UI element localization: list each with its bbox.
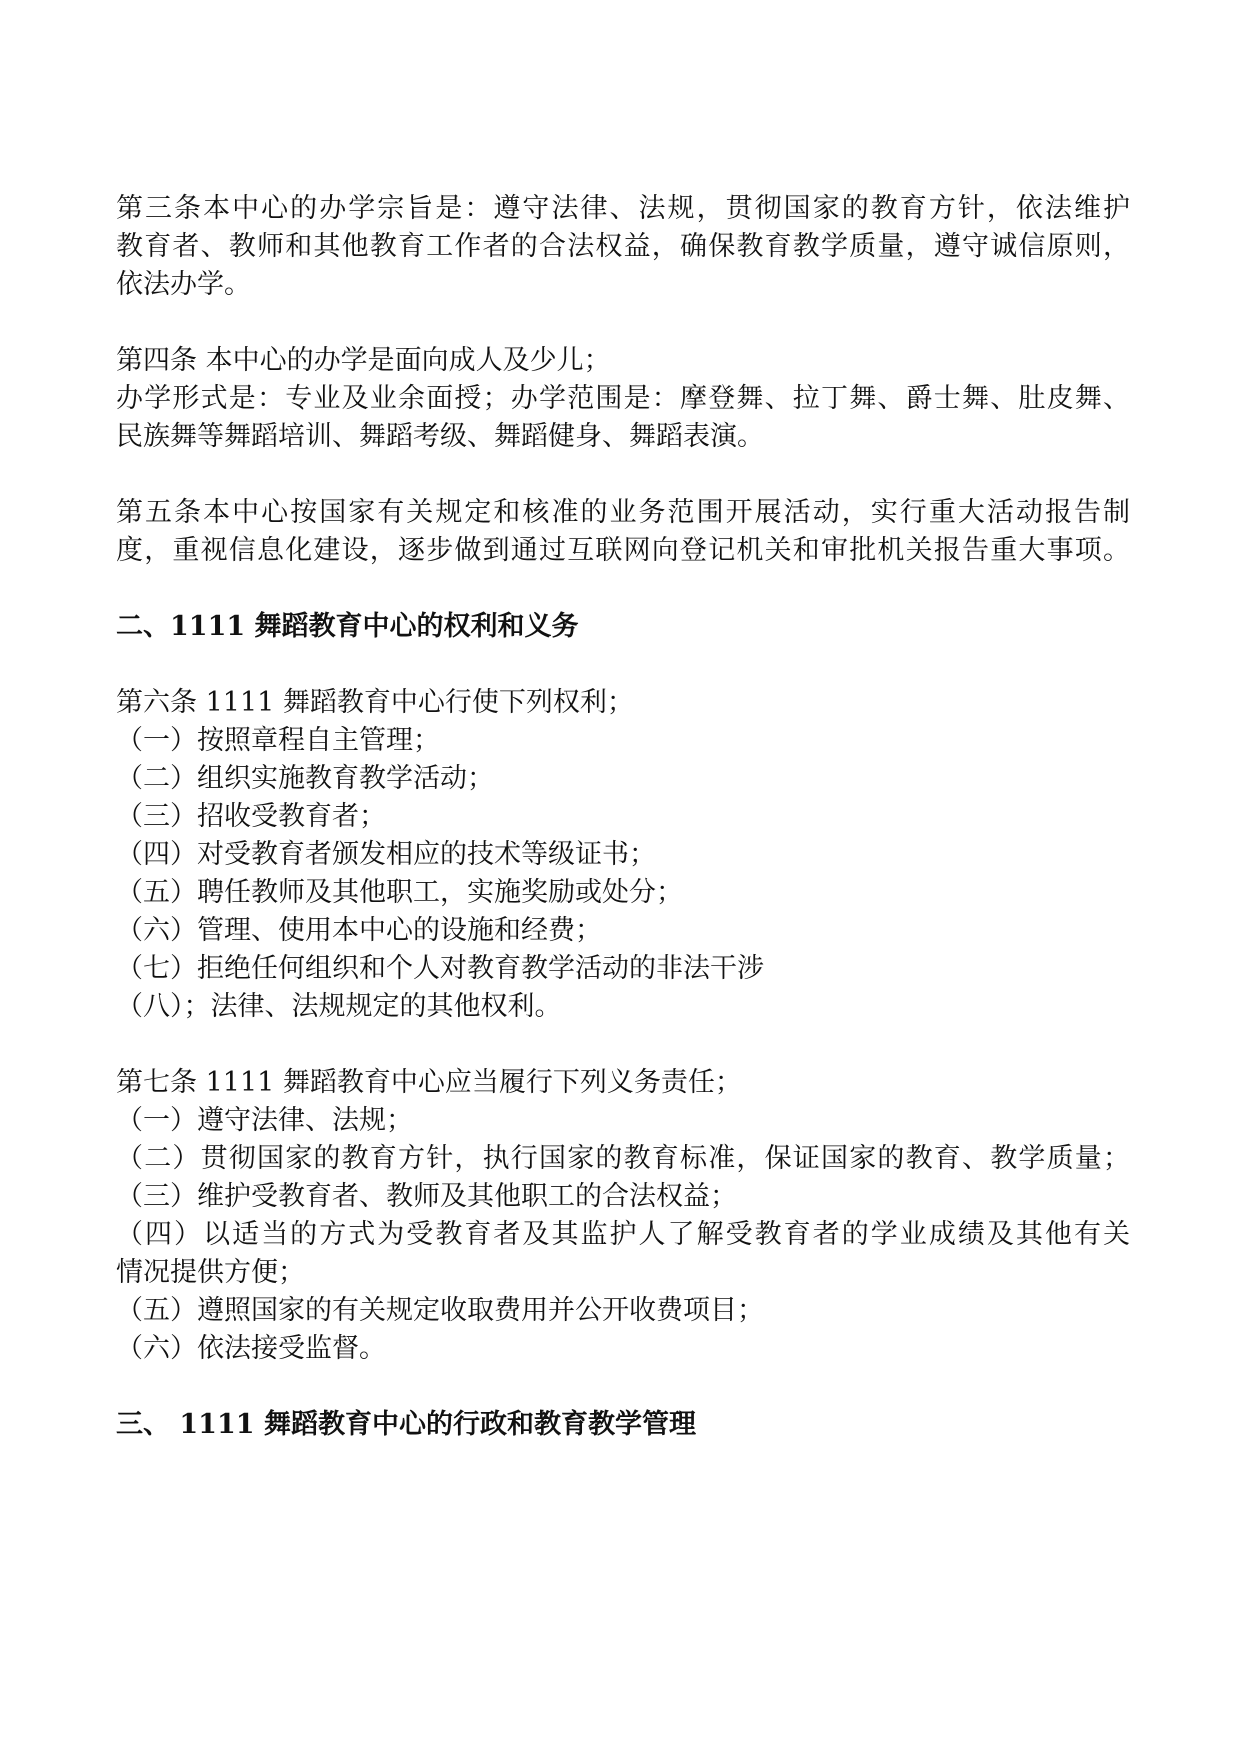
article-6-item: （五）聘任教师及其他职工，实施奖励或处分；	[116, 877, 683, 908]
article-4	[116, 342, 1130, 456]
article-7	[116, 1064, 1130, 1368]
article-7-item-2: （二）贯彻国家的教育方针，执行国家的教育标准，保证国家的教育、教学质量；	[116, 1143, 1130, 1174]
article-4-line-2: 办学形式是：专业及业余面授；办学范围是：摩登舞、拉丁舞、爵士舞、肚皮舞、	[116, 383, 1130, 414]
spacer	[116, 1026, 1130, 1064]
article-3-line-3: 依法办学。	[116, 269, 251, 300]
article-3-line-1: 第三条本中心的办学宗旨是：遵守法律、法规，贯彻国家的教育方针，依法维护	[116, 193, 1130, 224]
spacer	[116, 304, 1130, 342]
article-6-item: （六）管理、使用本中心的设施和经费；	[116, 915, 602, 946]
article-6-item: （八）；法律、法规规定的其他权利。	[116, 991, 562, 1022]
article-7-item-4-line-2: 情况提供方便；	[116, 1257, 305, 1288]
article-6-item: （二）组织实施教育教学活动；	[116, 763, 494, 794]
article-5	[116, 494, 1130, 570]
section-2-heading: 二、1111 舞蹈教育中心的权利和义务	[116, 611, 579, 642]
article-7-item-4-line-1: （四）以适当的方式为受教育者及其监护人了解受教育者的学业成绩及其他有关	[116, 1219, 1130, 1250]
article-6-intro: 第六条 1111 舞蹈教育中心行使下列权利；	[116, 687, 634, 718]
article-7-intro: 第七条 1111 舞蹈教育中心应当履行下列义务责任；	[116, 1067, 742, 1098]
article-5-line-2: 度，重视信息化建设，逐步做到通过互联网向登记机关和审批机关报告重大事项。	[116, 535, 1130, 566]
spacer	[116, 456, 1130, 494]
article-6-item: （一）按照章程自主管理；	[116, 725, 440, 756]
article-4-line-1: 第四条 本中心的办学是面向成人及少儿；	[116, 345, 611, 376]
article-3	[116, 190, 1130, 304]
section-3-heading: 三、 1111 舞蹈教育中心的行政和教育教学管理	[116, 1409, 696, 1440]
article-6-item: （七）拒绝任何组织和个人对教育教学活动的非法干涉	[116, 953, 764, 984]
article-7-item-1: （一）遵守法律、法规；	[116, 1105, 413, 1136]
article-4-line-3: 民族舞等舞蹈培训、舞蹈考级、舞蹈健身、舞蹈表演。	[116, 421, 764, 452]
spacer	[116, 646, 1130, 684]
spacer	[116, 1368, 1130, 1406]
article-7-item-6: （六）依法接受监督。	[116, 1333, 386, 1364]
article-5-line-1: 第五条本中心按国家有关规定和核准的业务范围开展活动，实行重大活动报告制	[116, 497, 1130, 528]
article-6	[116, 684, 1130, 1026]
article-7-item-3: （三）维护受教育者、教师及其他职工的合法权益；	[116, 1181, 737, 1212]
article-3-line-2: 教育者、教师和其他教育工作者的合法权益，确保教育教学质量，遵守诚信原则，	[116, 231, 1130, 262]
spacer	[116, 570, 1130, 608]
article-6-item: （四）对受教育者颁发相应的技术等级证书；	[116, 839, 656, 870]
document-page	[116, 190, 1130, 1444]
article-6-item: （三）招收受教育者；	[116, 801, 386, 832]
article-7-item-5: （五）遵照国家的有关规定收取费用并公开收费项目；	[116, 1295, 764, 1326]
